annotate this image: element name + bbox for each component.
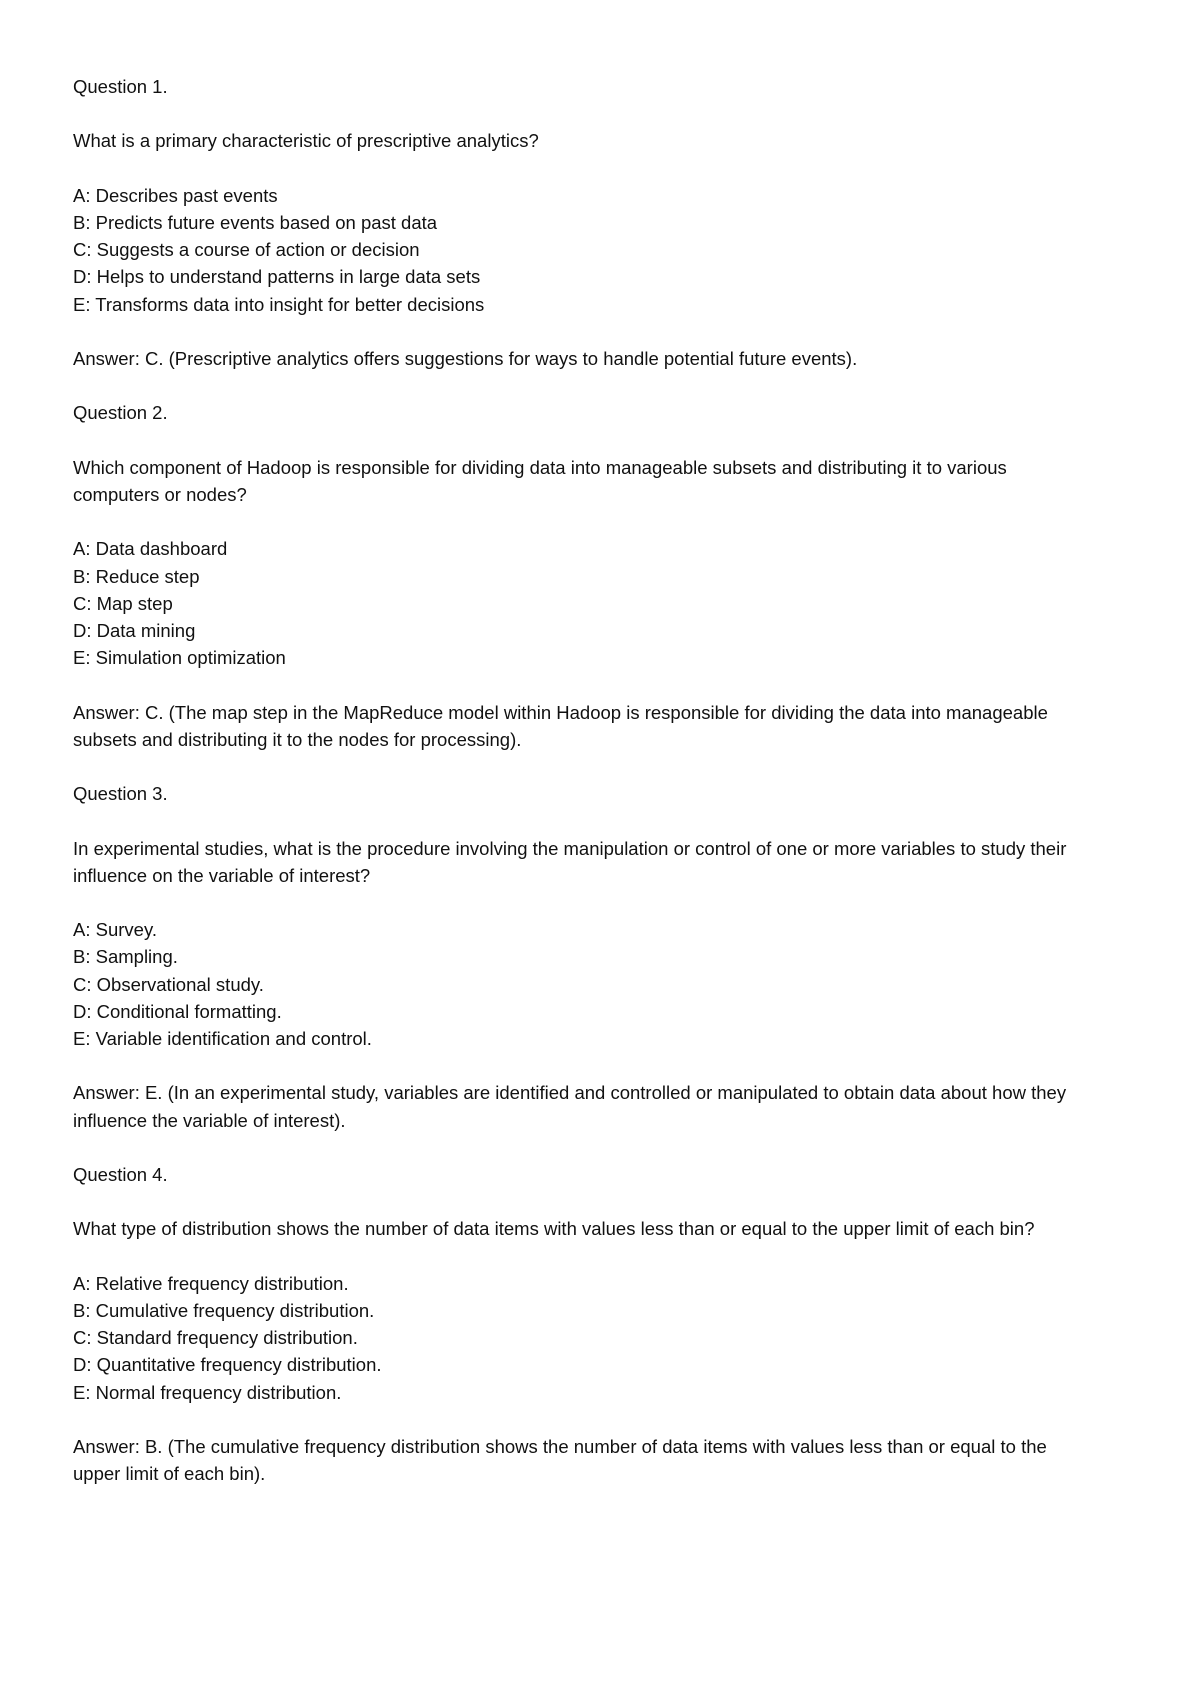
option-b: B: Sampling. bbox=[73, 946, 178, 968]
answer-text: Answer: B. (The cumulative frequency distribution shows the number of data items with values less than or equal to the upper limit of each bin). bbox=[73, 1435, 1047, 1485]
option-e: E: Variable identification and control. bbox=[73, 1027, 372, 1049]
question-2 bbox=[73, 399, 1090, 753]
option-a: A: Data dashboard bbox=[73, 538, 228, 560]
question-heading: Question 3. bbox=[73, 783, 168, 805]
option-d: D: Conditional formatting. bbox=[73, 1000, 282, 1022]
option-e: E: Transforms data into insight for better decisions bbox=[73, 293, 485, 315]
question-text: What is a primary characteristic of prescriptive analytics? bbox=[73, 130, 539, 152]
question-text: What type of distribution shows the number of data items with values less than or equal to the upper limit of each bin? bbox=[73, 1218, 1035, 1240]
answer-text: Answer: E. (In an experimental study, variables are identified and controlled or manipulated to obtain data about how they influence the variable of interest). bbox=[73, 1082, 1067, 1131]
option-a: A: Describes past events bbox=[73, 184, 278, 206]
option-d: D: Helps to understand patterns in large data sets bbox=[73, 266, 481, 288]
answer-text: Answer: C. (The map step in the MapReduce model within Hadoop is responsible for dividing the data into manageable subsets and distributing it to the nodes for processing). bbox=[73, 701, 1048, 750]
option-d: D: Quantitative frequency distribution. bbox=[73, 1354, 382, 1376]
question-heading: Question 4. bbox=[73, 1163, 168, 1185]
question-1 bbox=[73, 73, 1090, 372]
option-a: A: Relative frequency distribution. bbox=[73, 1272, 349, 1294]
question-heading: Question 1. bbox=[73, 76, 168, 97]
answer-text: Answer: C. (Prescriptive analytics offers suggestions for ways to handle potential future events). bbox=[73, 347, 858, 369]
option-list bbox=[73, 1270, 1090, 1406]
option-c: C: Standard frequency distribution. bbox=[73, 1327, 358, 1349]
question-text: Which component of Hadoop is responsible for dividing data into manageable subsets and distributing it to various computers or nodes? bbox=[73, 456, 1007, 505]
option-list bbox=[73, 916, 1090, 1052]
option-list bbox=[73, 535, 1090, 671]
option-d: D: Data mining bbox=[73, 619, 196, 641]
option-b: B: Reduce step bbox=[73, 565, 200, 587]
question-4 bbox=[73, 1161, 1090, 1487]
question-heading: Question 2. bbox=[73, 402, 168, 424]
option-a: A: Survey. bbox=[73, 919, 157, 941]
question-text: In experimental studies, what is the procedure involving the manipulation or control of one or more variables to study their influence on the variable of interest? bbox=[73, 837, 1067, 886]
option-c: C: Observational study. bbox=[73, 973, 264, 995]
option-b: B: Predicts future events based on past data bbox=[73, 211, 438, 233]
option-b: B: Cumulative frequency distribution. bbox=[73, 1299, 375, 1321]
option-list bbox=[73, 182, 1090, 318]
option-c: C: Map step bbox=[73, 592, 173, 614]
question-3 bbox=[73, 780, 1090, 1134]
option-e: E: Normal frequency distribution. bbox=[73, 1381, 342, 1403]
option-c: C: Suggests a course of action or decision bbox=[73, 239, 420, 261]
option-e: E: Simulation optimization bbox=[73, 647, 286, 669]
